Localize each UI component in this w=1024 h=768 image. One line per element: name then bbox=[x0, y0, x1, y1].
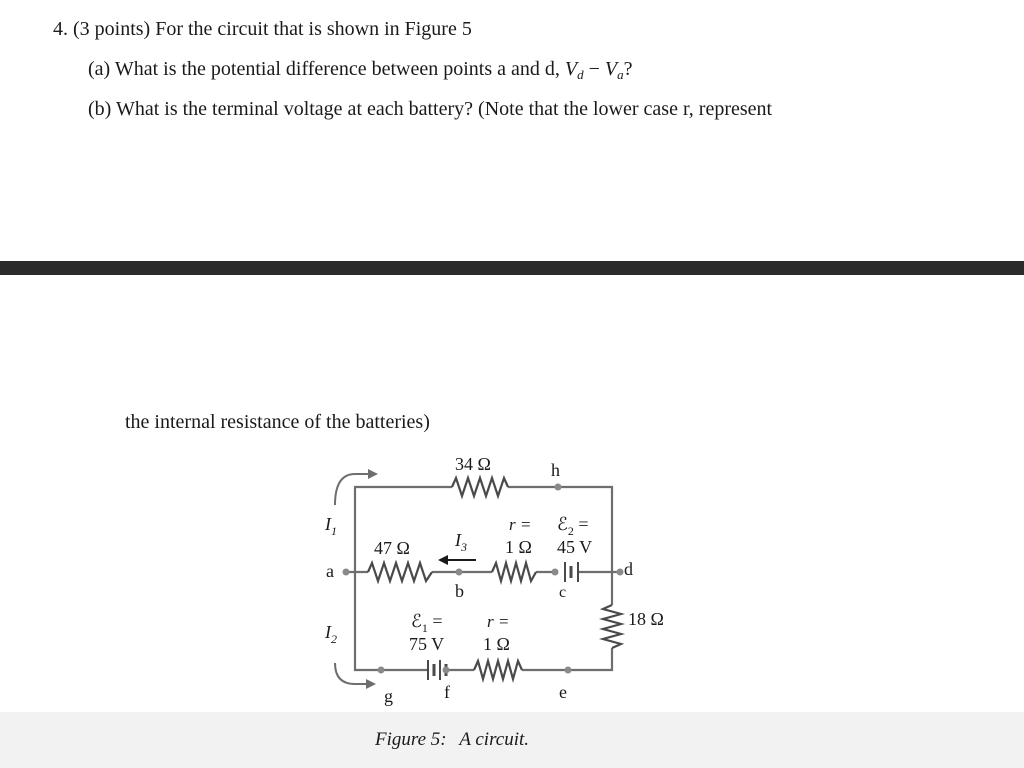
part-a-minus: − bbox=[588, 58, 600, 80]
label-r-int-top-a: r = bbox=[509, 515, 532, 534]
arrow-i1-icon bbox=[335, 474, 368, 505]
label-emf2-b: 45 V bbox=[557, 537, 593, 557]
part-a-label: (a) bbox=[88, 58, 111, 80]
label-d: d bbox=[624, 559, 633, 579]
part-a-text: What is the potential difference between points a and d, bbox=[114, 58, 560, 80]
node-a bbox=[343, 569, 350, 576]
label-emf2-a: ℰ$_2$ = bbox=[557, 514, 589, 538]
label-h: h bbox=[551, 460, 560, 480]
question-number: 4. bbox=[53, 18, 68, 40]
label-i3: $I_3$ bbox=[455, 530, 467, 554]
part-a-end: ? bbox=[623, 58, 633, 80]
caption-label: Figure 5: bbox=[375, 729, 447, 750]
label-e: e bbox=[559, 682, 567, 702]
label-r-right: 18 Ω bbox=[628, 609, 664, 629]
circuit-figure bbox=[300, 440, 700, 715]
arrow-i2-head-icon bbox=[366, 679, 376, 689]
battery-emf2-icon bbox=[565, 562, 578, 582]
label-f: f bbox=[444, 682, 450, 702]
resistor-r-bottom-icon bbox=[474, 661, 522, 679]
label-r-int-bot-b: 1 Ω bbox=[483, 634, 510, 654]
part-a-va-sub: a bbox=[617, 67, 624, 82]
label-i2: $I_2$ bbox=[325, 622, 337, 646]
arrow-i2-icon bbox=[335, 663, 366, 684]
caption-text: A circuit. bbox=[459, 729, 529, 750]
label-g: g bbox=[384, 686, 393, 706]
label-c: c bbox=[559, 584, 567, 601]
node-g bbox=[378, 667, 385, 674]
label-emf1-b: 75 V bbox=[409, 634, 445, 654]
resistor-34-icon bbox=[452, 478, 508, 496]
label-b: b bbox=[455, 581, 464, 601]
part-b-text: What is the terminal voltage at each battery? (Note that the lower case r, represent bbox=[115, 98, 773, 120]
part-a-vd-sub: d bbox=[577, 67, 584, 82]
part-a bbox=[88, 57, 632, 87]
page-divider bbox=[0, 261, 1024, 275]
label-a: a bbox=[326, 561, 334, 581]
part-a-va: V bbox=[604, 58, 618, 80]
node-f bbox=[443, 667, 450, 674]
node-c bbox=[552, 569, 559, 576]
arrow-i1-head-icon bbox=[368, 469, 378, 479]
label-emf1-a: ℰ$_1$ = bbox=[411, 611, 443, 635]
part-a-vd: V bbox=[564, 58, 578, 80]
resistor-r-top-icon bbox=[492, 563, 536, 581]
question-intro bbox=[53, 17, 472, 41]
label-r-top: 34 Ω bbox=[455, 454, 491, 474]
node-h bbox=[555, 484, 562, 491]
arrow-i3-head-icon bbox=[438, 555, 448, 565]
resistor-18-icon bbox=[603, 605, 621, 648]
part-b bbox=[88, 97, 772, 121]
label-r-int-top-b: 1 Ω bbox=[505, 537, 532, 557]
label-r-int-bot-a: r = bbox=[487, 612, 510, 631]
part-b-label: (b) bbox=[88, 98, 112, 120]
resistor-47-icon bbox=[368, 563, 432, 581]
node-d bbox=[617, 569, 624, 576]
question-intro-text: (3 points) For the circuit that is shown in Figure 5 bbox=[73, 18, 472, 40]
label-i1: $I_1$ bbox=[325, 514, 337, 538]
node-e bbox=[565, 667, 572, 674]
figure-caption bbox=[375, 729, 529, 751]
label-r-left: 47 Ω bbox=[374, 538, 410, 558]
wire-right-bottom bbox=[568, 648, 612, 670]
part-b-continuation: the internal resistance of the batteries) bbox=[125, 411, 430, 433]
node-b bbox=[456, 569, 463, 576]
